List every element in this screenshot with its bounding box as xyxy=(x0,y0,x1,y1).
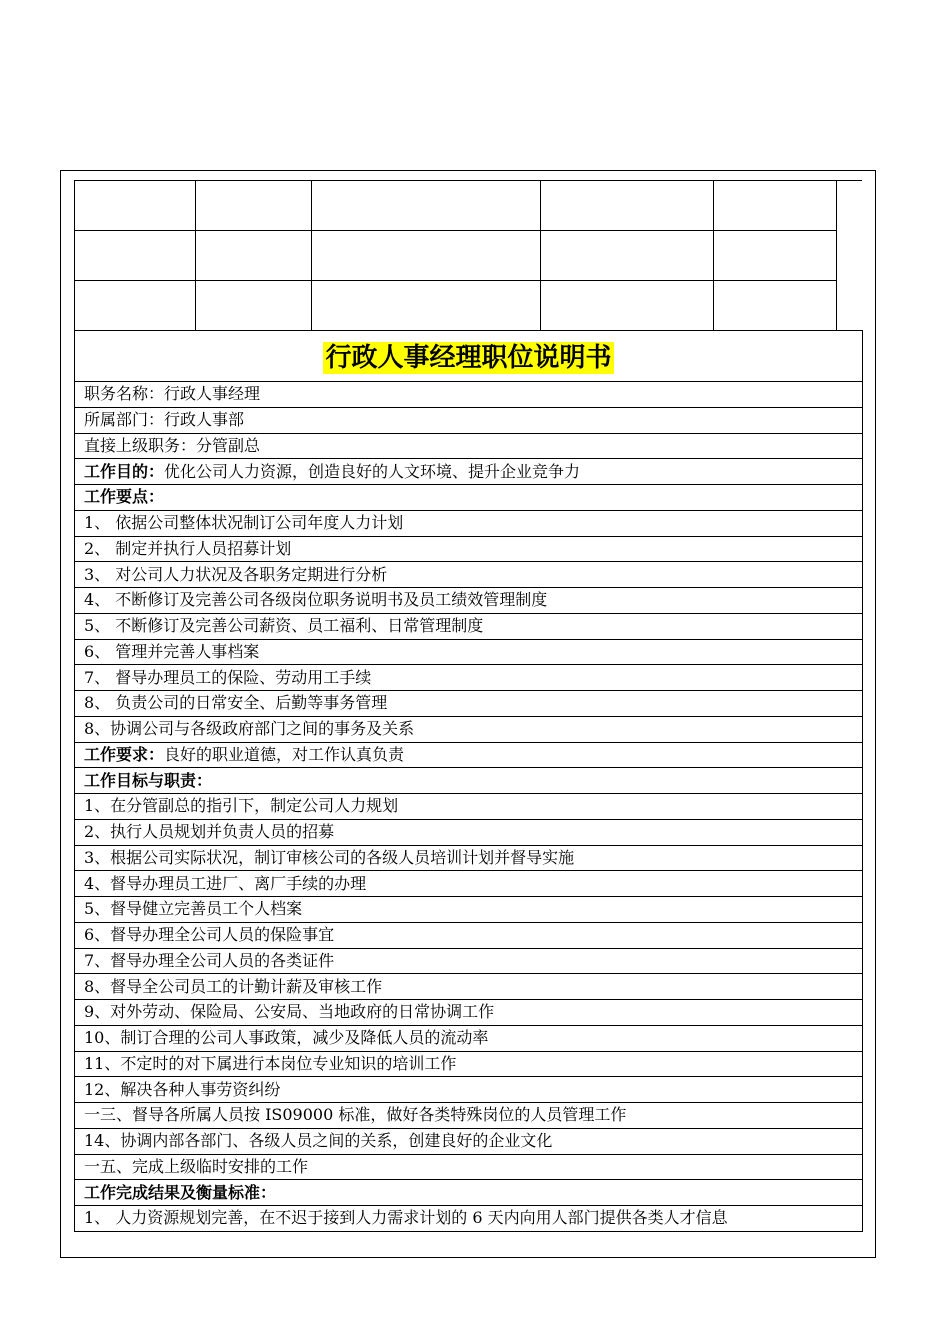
header-grid-cell xyxy=(714,281,837,331)
goal-row xyxy=(75,1025,863,1051)
header-grid-cell xyxy=(312,281,541,331)
goal-row xyxy=(75,819,863,845)
goals-header-row xyxy=(75,768,863,794)
header-grid-stub-line xyxy=(836,180,862,181)
key-points-header-row xyxy=(75,485,863,511)
goal-item: 8、督导全公司员工的计勤计薪及审核工作 xyxy=(75,974,863,1000)
position-name: 职务名称：行政人事经理 xyxy=(75,382,863,408)
goal-item: 1、在分管副总的指引下，制定公司人力规划 xyxy=(75,794,863,820)
department-row xyxy=(75,407,863,433)
goal-row xyxy=(75,922,863,948)
results-header-row xyxy=(75,1180,863,1206)
header-grid-cell xyxy=(75,231,196,281)
goal-item: 5、督导健立完善员工个人档案 xyxy=(75,897,863,923)
position-name-row xyxy=(75,382,863,408)
title-cell xyxy=(75,331,863,382)
document-title: 行政人事经理职位说明书 xyxy=(325,343,612,373)
header-grid-row xyxy=(75,281,837,331)
goal-item: 7、督导办理全公司人员的各类证件 xyxy=(75,948,863,974)
header-grid-cell xyxy=(196,231,312,281)
header-grid-cell xyxy=(312,181,541,231)
key-point-item: 1、 依据公司整体状况制订公司年度人力计划 xyxy=(75,510,863,536)
goal-item: 9、对外劳动、保险局、公安局、当地政府的日常协调工作 xyxy=(75,1000,863,1026)
header-grid-cell xyxy=(75,181,196,231)
header-grid-cell xyxy=(75,281,196,331)
header-grid-cell xyxy=(714,181,837,231)
superior: 直接上级职务：分管副总 xyxy=(75,433,863,459)
goal-item: 10、制订合理的公司人事政策，减少及降低人员的流动率 xyxy=(75,1025,863,1051)
key-point-item: 3、 对公司人力状况及各职务定期进行分析 xyxy=(75,562,863,588)
key-point-row xyxy=(75,716,863,742)
title-row xyxy=(75,331,863,382)
goal-row xyxy=(75,1154,863,1180)
key-point-row xyxy=(75,613,863,639)
goal-row xyxy=(75,1103,863,1129)
key-point-item: 5、 不断修订及完善公司薪资、员工福利、日常管理制度 xyxy=(75,613,863,639)
results-label: 工作完成结果及衡量标准： xyxy=(75,1180,863,1206)
goal-item: 一三、督导各所属人员按 IS09000 标准，做好各类特殊岗位的人员管理工作 xyxy=(75,1103,863,1129)
key-point-row xyxy=(75,639,863,665)
goal-row xyxy=(75,897,863,923)
requirements-cell xyxy=(75,742,863,768)
key-points-label: 工作要点： xyxy=(75,485,863,511)
work-purpose-row xyxy=(75,459,863,485)
goal-row xyxy=(75,948,863,974)
result-item: 1、 人力资源规划完善，在不迟于接到人力需求计划的 6 天内向用人部门提供各类人才信息 xyxy=(75,1206,863,1232)
key-point-row xyxy=(75,510,863,536)
requirements-row xyxy=(75,742,863,768)
key-point-item: 6、 管理并完善人事档案 xyxy=(75,639,863,665)
goal-item: 12、解决各种人事劳资纠纷 xyxy=(75,1077,863,1103)
header-grid-cell xyxy=(196,281,312,331)
key-point-row xyxy=(75,691,863,717)
header-grid-cell xyxy=(312,231,541,281)
goal-row xyxy=(75,974,863,1000)
goal-row xyxy=(75,794,863,820)
requirements-label: 工作要求： xyxy=(84,744,165,764)
result-row xyxy=(75,1206,863,1232)
goal-item: 6、督导办理全公司人员的保险事宜 xyxy=(75,922,863,948)
work-purpose-text: 优化公司人力资源，创造良好的人文环境、提升企业竞争力 xyxy=(164,461,581,481)
goal-item: 一五、完成上级临时安排的工作 xyxy=(75,1154,863,1180)
header-grid-row xyxy=(75,231,837,281)
goal-row xyxy=(75,1051,863,1077)
key-point-item: 8、协调公司与各级政府部门之间的事务及关系 xyxy=(75,716,863,742)
header-grid xyxy=(74,180,837,331)
key-point-row xyxy=(75,588,863,614)
goal-item: 4、督导办理员工进厂、离厂手续的办理 xyxy=(75,871,863,897)
requirements-text: 良好的职业道德，对工作认真负责 xyxy=(164,744,405,764)
header-grid-cell xyxy=(541,281,714,331)
key-point-item: 8、 负责公司的日常安全、后勤等事务管理 xyxy=(75,691,863,717)
key-point-item: 7、 督导办理员工的保险、劳动用工手续 xyxy=(75,665,863,691)
work-purpose-cell xyxy=(75,459,863,485)
header-grid-cell xyxy=(196,181,312,231)
header-grid-cell xyxy=(714,231,837,281)
goal-row xyxy=(75,1128,863,1154)
header-grid-cell xyxy=(541,231,714,281)
key-point-item: 4、 不断修订及完善公司各级岗位职务说明书及员工绩效管理制度 xyxy=(75,588,863,614)
department: 所属部门：行政人事部 xyxy=(75,407,863,433)
goal-item: 3、根据公司实际状况，制订审核公司的各级人员培训计划并督导实施 xyxy=(75,845,863,871)
key-point-row xyxy=(75,536,863,562)
goal-row xyxy=(75,1077,863,1103)
key-point-item: 2、 制定并执行人员招募计划 xyxy=(75,536,863,562)
key-point-row xyxy=(75,665,863,691)
goal-item: 11、不定时的对下属进行本岗位专业知识的培训工作 xyxy=(75,1051,863,1077)
job-description-table xyxy=(74,330,863,1232)
goal-row xyxy=(75,1000,863,1026)
work-purpose-label: 工作目的： xyxy=(84,461,165,481)
goals-label: 工作目标与职责： xyxy=(75,768,863,794)
goal-item: 2、执行人员规划并负责人员的招募 xyxy=(75,819,863,845)
header-grid-row xyxy=(75,181,837,231)
goal-row xyxy=(75,845,863,871)
goal-item: 14、协调内部各部门、各级人员之间的关系，创建良好的企业文化 xyxy=(75,1128,863,1154)
key-point-row xyxy=(75,562,863,588)
superior-row xyxy=(75,433,863,459)
goal-row xyxy=(75,871,863,897)
header-grid-cell xyxy=(541,181,714,231)
